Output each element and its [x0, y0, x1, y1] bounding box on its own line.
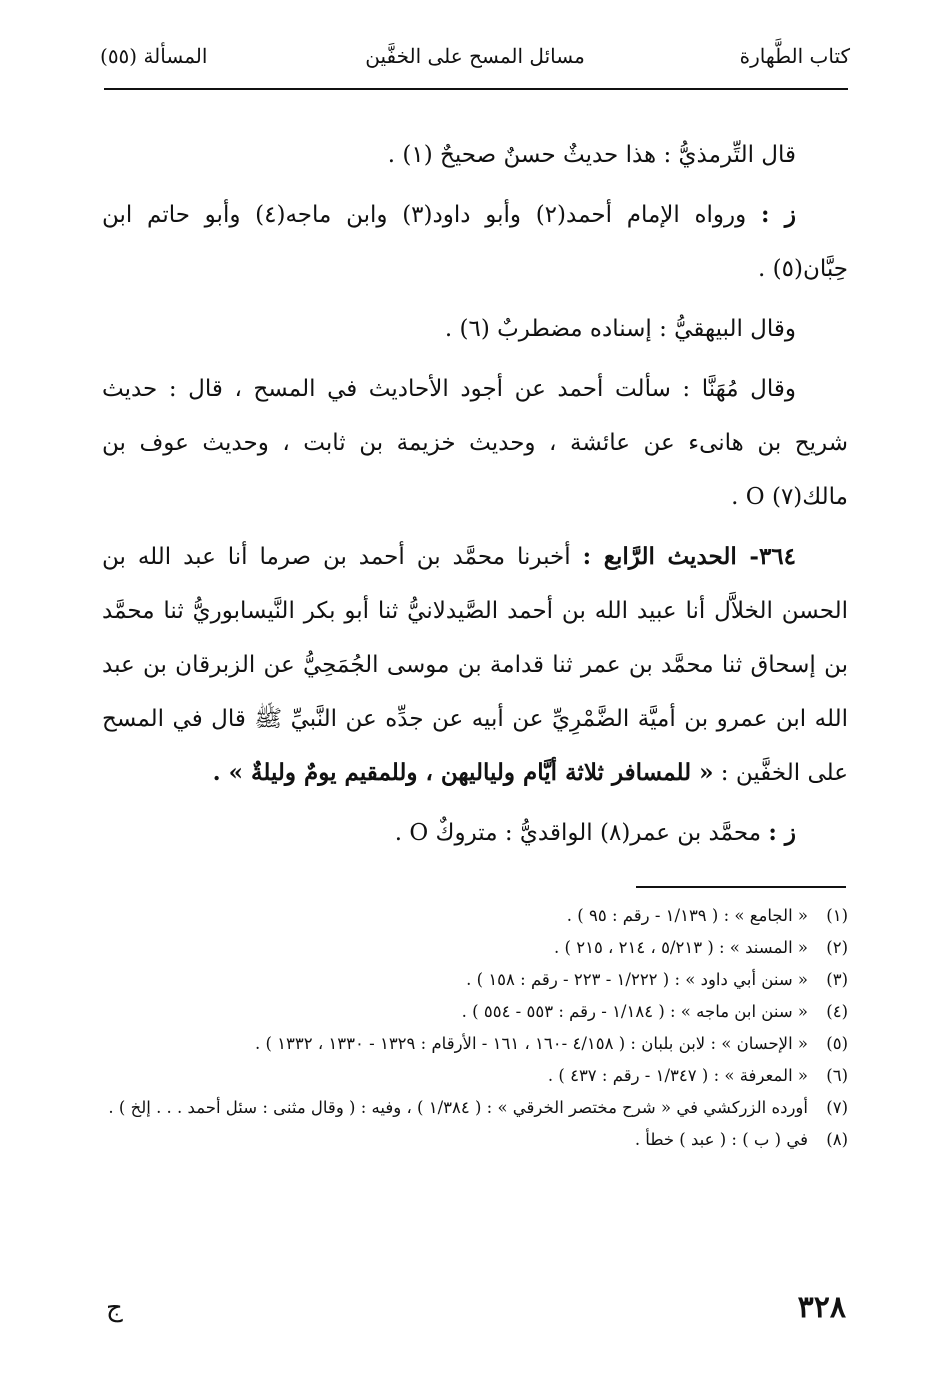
footnote-item: [102, 1060, 848, 1092]
paragraph-waqidi: [102, 806, 848, 860]
z-marker: ز :: [760, 201, 796, 228]
footnote-item: [102, 964, 848, 996]
footnote-text: « سنن أبي داود » : ( ١/٢٢٢ - ٢٢٣ - رقم : ١٥٨ ) .: [466, 970, 808, 989]
footnote-text: « المسند » : ( ٥/٢١٣ ، ٢١٤ ، ٢١٥ ) .: [554, 938, 808, 957]
footnote-text: « سنن ابن ماجه » : ( ١/١٨٤ - رقم : ٥٥٣ - ٥٥٤ ) .: [461, 1002, 808, 1021]
header-divider: [104, 88, 848, 90]
footnote-divider: [636, 886, 846, 888]
footnote-number: (٨): [826, 1130, 848, 1149]
hadith-number: ٣٦٤- الحديث الرَّابع :: [582, 543, 797, 570]
footnote-number: (٦): [826, 1066, 848, 1085]
footnote-item: [102, 1092, 848, 1124]
hadith-matn: « للمسافر ثلاثة أيَّام ولياليهن ، وللمقيم يومٌ وليلةٌ » .: [212, 759, 714, 786]
running-header: [100, 38, 850, 78]
signature-mark: ج: [106, 1293, 123, 1323]
z-marker: ز :: [768, 819, 796, 846]
header-issue: المسألة (٥٥): [100, 44, 208, 68]
paragraph-bayhaqi: وقال البيهقيُّ : إسناده مضطربٌ (٦) .: [444, 316, 796, 342]
footnote-text: « الجامع » : ( ١/١٣٩ - رقم : ٩٥ ) .: [566, 906, 808, 925]
footnote-text: أورده الزركشي في « شرح مختصر الخرقي » : ( ١/٣٨٤ ) ، وفيه : ( وقال مثنى : سئل أحمد . . . إلخ ) .: [108, 1098, 808, 1117]
footnote-text: « الإحسان » : لابن بلبان : ( ٤/١٥٨ -١٦٠ ، ١٦١ - الأرقام : ١٣٢٩ - ١٣٣٠ ، ١٣٣٢ ) .: [254, 1034, 808, 1053]
footnote-number: (٢): [826, 938, 848, 957]
header-topic: مسائل المسح على الخفَّين: [365, 44, 585, 68]
main-text: [102, 128, 848, 866]
footnote-item: [102, 996, 848, 1028]
paragraph-hadith-364: [102, 530, 848, 800]
footnotes: [102, 900, 848, 1156]
footnote-number: (٤): [826, 1002, 848, 1021]
footnote-item: [102, 1028, 848, 1060]
footnote-number: (٣): [826, 970, 848, 989]
paragraph-tirmidhi: قال التِّرمذيُّ : هذا حديثٌ حسنٌ صحيحٌ (١) .: [387, 142, 796, 168]
footnote-item: [102, 1124, 848, 1156]
paragraph-narrators-text: ورواه الإمام أحمد(٢) وأبو داود(٣) وابن ماجه(٤) وأبو حاتم ابن حِبَّان(٥) .: [102, 202, 848, 282]
footnote-number: (٥): [826, 1034, 848, 1053]
footnote-text: « المعرفة » : ( ١/٣٤٧ - رقم : ٤٣٧ ) .: [547, 1066, 808, 1085]
paragraph-muhanna: وقال مُهَنَّا : سألت أحمد عن أجود الأحاديث في المسح ، قال : حديث شريح بن هانىء عن عائشة ، وحديث خزيمة بن ثابت ، وحديث عوف بن مالك(٧) O .: [102, 376, 848, 510]
hadith-isnad: أخبرنا محمَّد بن أحمد بن صرما أنا عبد الله بن الحسن الخلاَّل أنا عبيد الله بن أحمد الصَّيدلانيُّ ثنا أبو بكر النَّيسابوريُّ ثنا محمَّد بن إسحاق ثنا محمَّد بن عمر ثنا قدامة بن موسى الجُمَحِيُّ عن الزبرقان بن عبد الله ابن عمرو بن أميَّة الضَّمْرِيِّ عن أبيه عن جدِّه عن النَّبيِّ ﷺ قال في المسح على الخفَّين :: [102, 544, 848, 786]
header-book-title: كتاب الطَّهارة: [739, 44, 850, 68]
page-number: ٣٢٨: [797, 1290, 846, 1325]
footnote-item: [102, 900, 848, 932]
paragraph-narrators: [102, 188, 848, 296]
footnote-number: (٧): [826, 1098, 848, 1117]
paragraph-waqidi-text: محمَّد بن عمر(٨) الواقديُّ : متروكٌ O .: [394, 820, 762, 846]
footnote-number: (١): [826, 906, 848, 925]
footnote-text: في ( ب ) : ( عبد ) خطأ .: [634, 1130, 808, 1149]
footnote-item: [102, 932, 848, 964]
